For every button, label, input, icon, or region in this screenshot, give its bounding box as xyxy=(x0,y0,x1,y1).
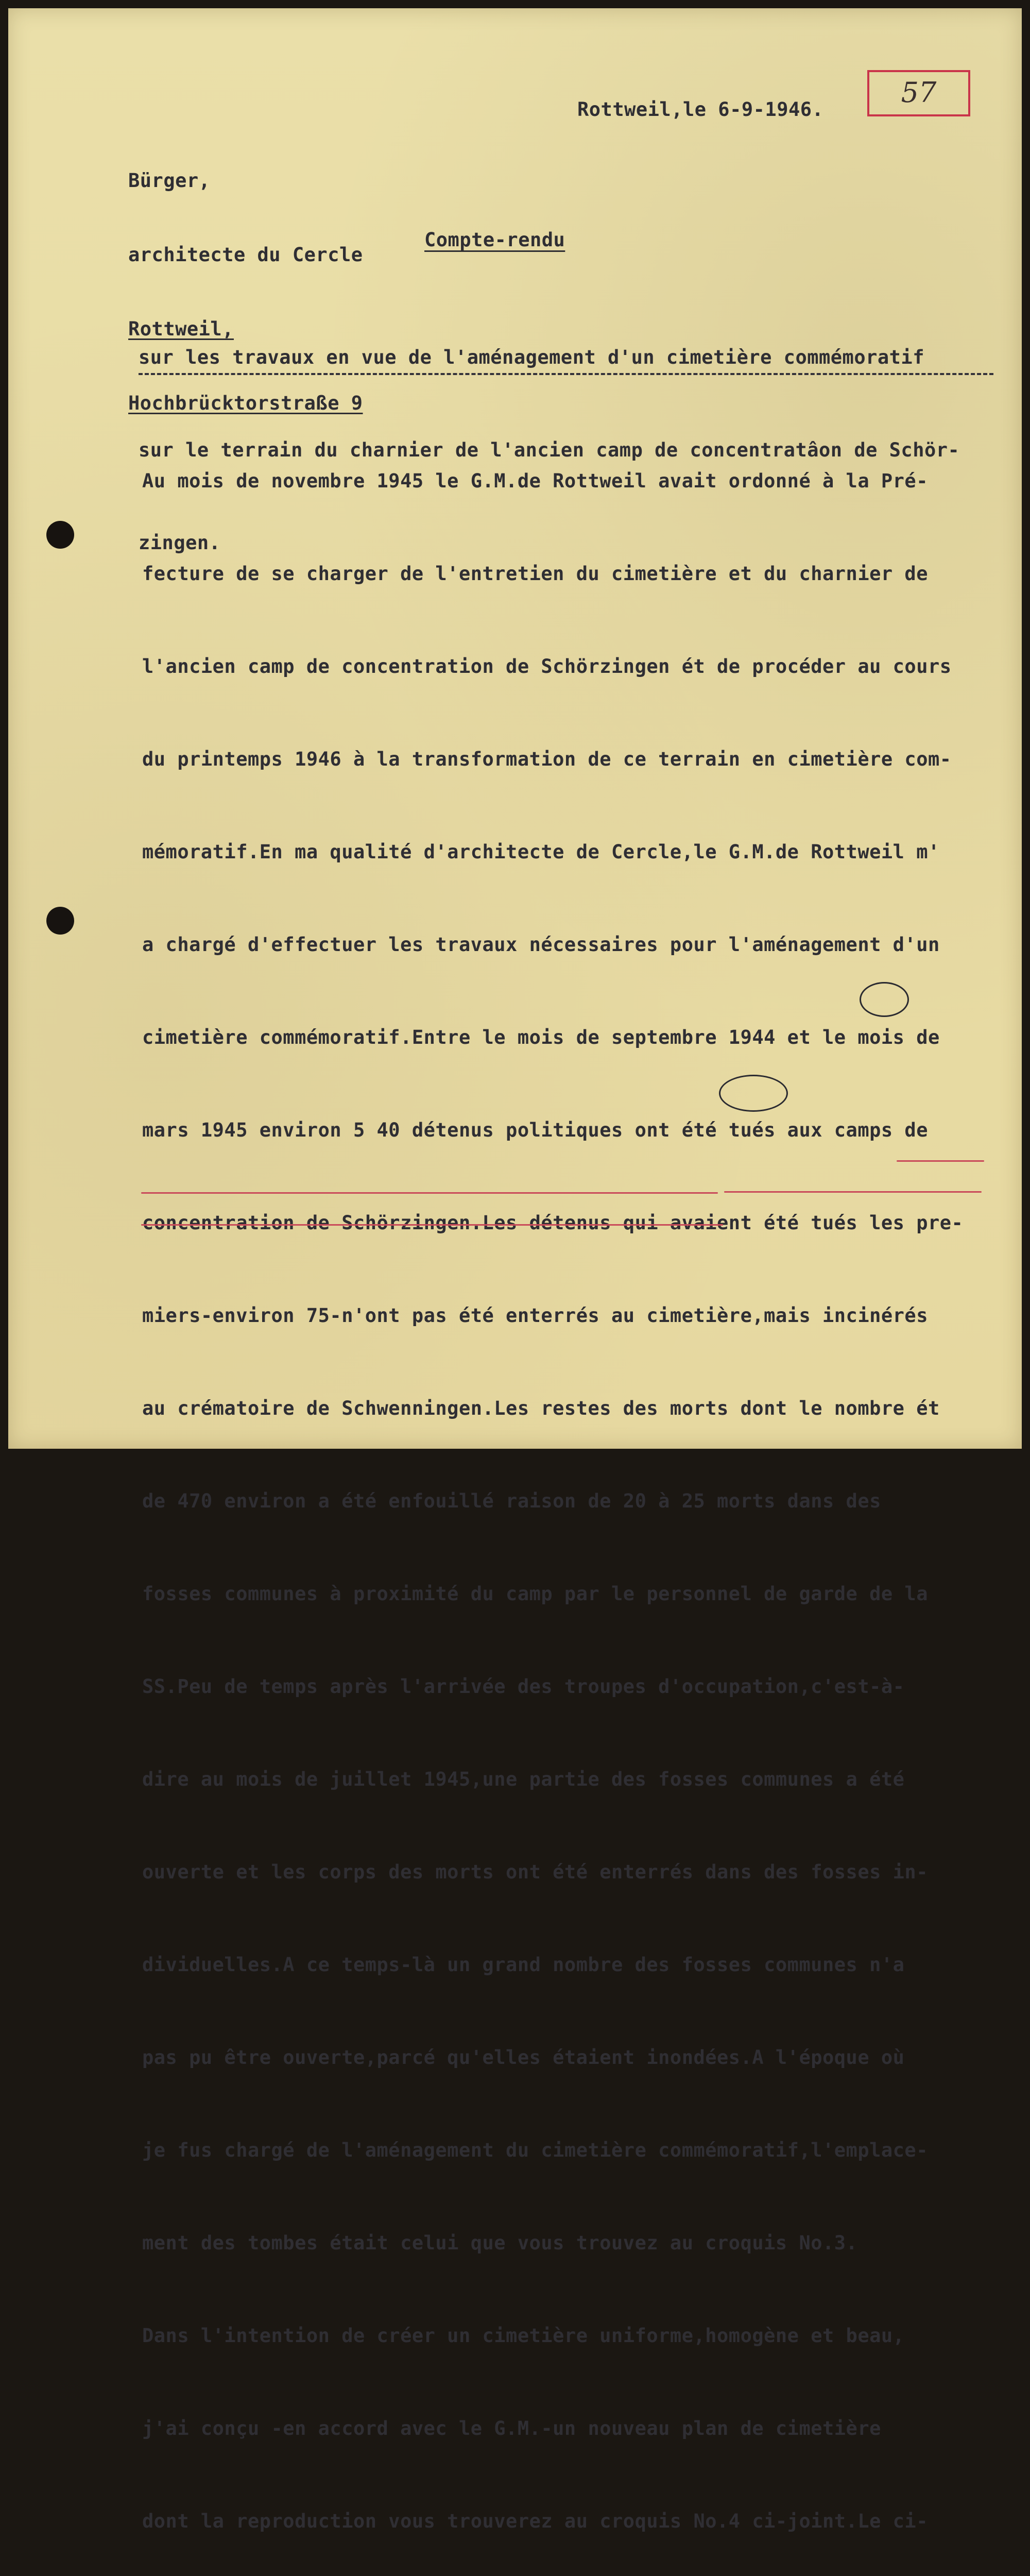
page-number: 57 xyxy=(901,76,937,109)
body-line: concentration de Schörzingen.Les détenus qui avaient été tués les pre- xyxy=(142,1212,964,1234)
body-line: a chargé d'effectuer les travaux nécessaires pour l'aménagement d'un xyxy=(142,934,940,956)
red-pencil-underline xyxy=(141,1192,718,1194)
body-line: dont la reproduction vous trouverez au croquis No.4 ci-joint.Le ci- xyxy=(142,2510,928,2532)
body-line: pas pu être ouverte,parcé qu'elles étaient inondées.A l'époque où xyxy=(142,2046,905,2069)
punch-hole-top xyxy=(46,521,74,549)
red-pencil-underline xyxy=(724,1191,982,1193)
body-line: ment des tombes était celui que vous trouvez au croquis No.3. xyxy=(142,2232,858,2254)
sender-city: Rottweil, xyxy=(128,318,234,340)
body-line: l'ancien camp de concentration de Schörzingen ét de procéder au cours xyxy=(142,655,952,677)
circle-mark-croquis-3 xyxy=(860,982,909,1017)
body-line: SS.Peu de temps après l'arrivée des troupes d'occupation,c'est-à- xyxy=(142,1675,905,1698)
letter-date: Rottweil,le 6-9-1946. xyxy=(577,98,824,121)
sender-street: Hochbrücktorstraße 9 xyxy=(128,392,363,414)
circle-mark-croquis-4 xyxy=(719,1075,788,1112)
red-pencil-underline xyxy=(897,1160,984,1162)
punch-hole-bottom xyxy=(46,907,74,935)
body-line: cimetière commémoratif.Entre le mois de septembre 1944 et le mois de xyxy=(142,1026,940,1048)
subject-line: zingen. xyxy=(139,532,221,554)
sender-title: architecte du Cercle xyxy=(128,244,363,266)
subject-line: sur le terrain du charnier de l'ancien camp de concentratâon de Schör- xyxy=(139,439,960,461)
body-line: miers-environ 75-n'ont pas été enterrés au cimetière,mais incinérés xyxy=(142,1304,928,1327)
body-text xyxy=(142,404,963,2576)
page-number-box xyxy=(867,70,970,116)
document-heading: Compte-rendu xyxy=(424,229,565,251)
body-line: mars 1945 environ 5 40 détenus politiques ont été tués aux camps de xyxy=(142,1119,928,1141)
body-line: dire au mois de juillet 1945,une partie des fosses communes a été xyxy=(142,1768,905,1790)
separator-rule xyxy=(139,373,993,375)
body-line: au crématoire de Schwenningen.Les restes des morts dont le nombre ét xyxy=(142,1397,940,1419)
body-line: fecture de se charger de l'entretien du cimetière et du charnier de xyxy=(142,563,928,585)
subject-line: sur les travaux en vue de l'aménagement d'un cimetière commémoratif xyxy=(139,346,924,368)
body-line: je fus chargé de l'aménagement du cimetière commémoratif,l'emplace- xyxy=(142,2139,928,2161)
body-line: dividuelles.A ce temps-là un grand nombre des fosses communes n'a xyxy=(142,1954,905,1976)
body-line: Au mois de novembre 1945 le G.M.de Rottweil avait ordonné à la Pré- xyxy=(142,470,928,492)
body-line: ouverte et les corps des morts ont été enterrés dans des fosses in- xyxy=(142,1861,928,1883)
body-line: Dans l'intention de créer un cimetière uniforme,homogène et beau, xyxy=(142,2325,905,2347)
body-line: de 470 environ a été enfouillé raison de 20 à 25 morts dans des xyxy=(142,1490,881,1512)
body-line: mémoratif.En ma qualité d'architecte de Cercle,le G.M.de Rottweil m' xyxy=(142,841,940,863)
document-page xyxy=(8,8,1022,2532)
sender-name: Bürger, xyxy=(128,170,211,192)
red-pencil-underline xyxy=(141,1224,723,1226)
body-line: fosses communes à proximité du camp par le personnel de garde de la xyxy=(142,1583,928,1605)
body-line: j'ai conçu -en accord avec le G.M.-un nouveau plan de cimetière xyxy=(142,2417,881,2439)
body-line: du printemps 1946 à la transformation de ce terrain en cimetière com- xyxy=(142,748,952,770)
